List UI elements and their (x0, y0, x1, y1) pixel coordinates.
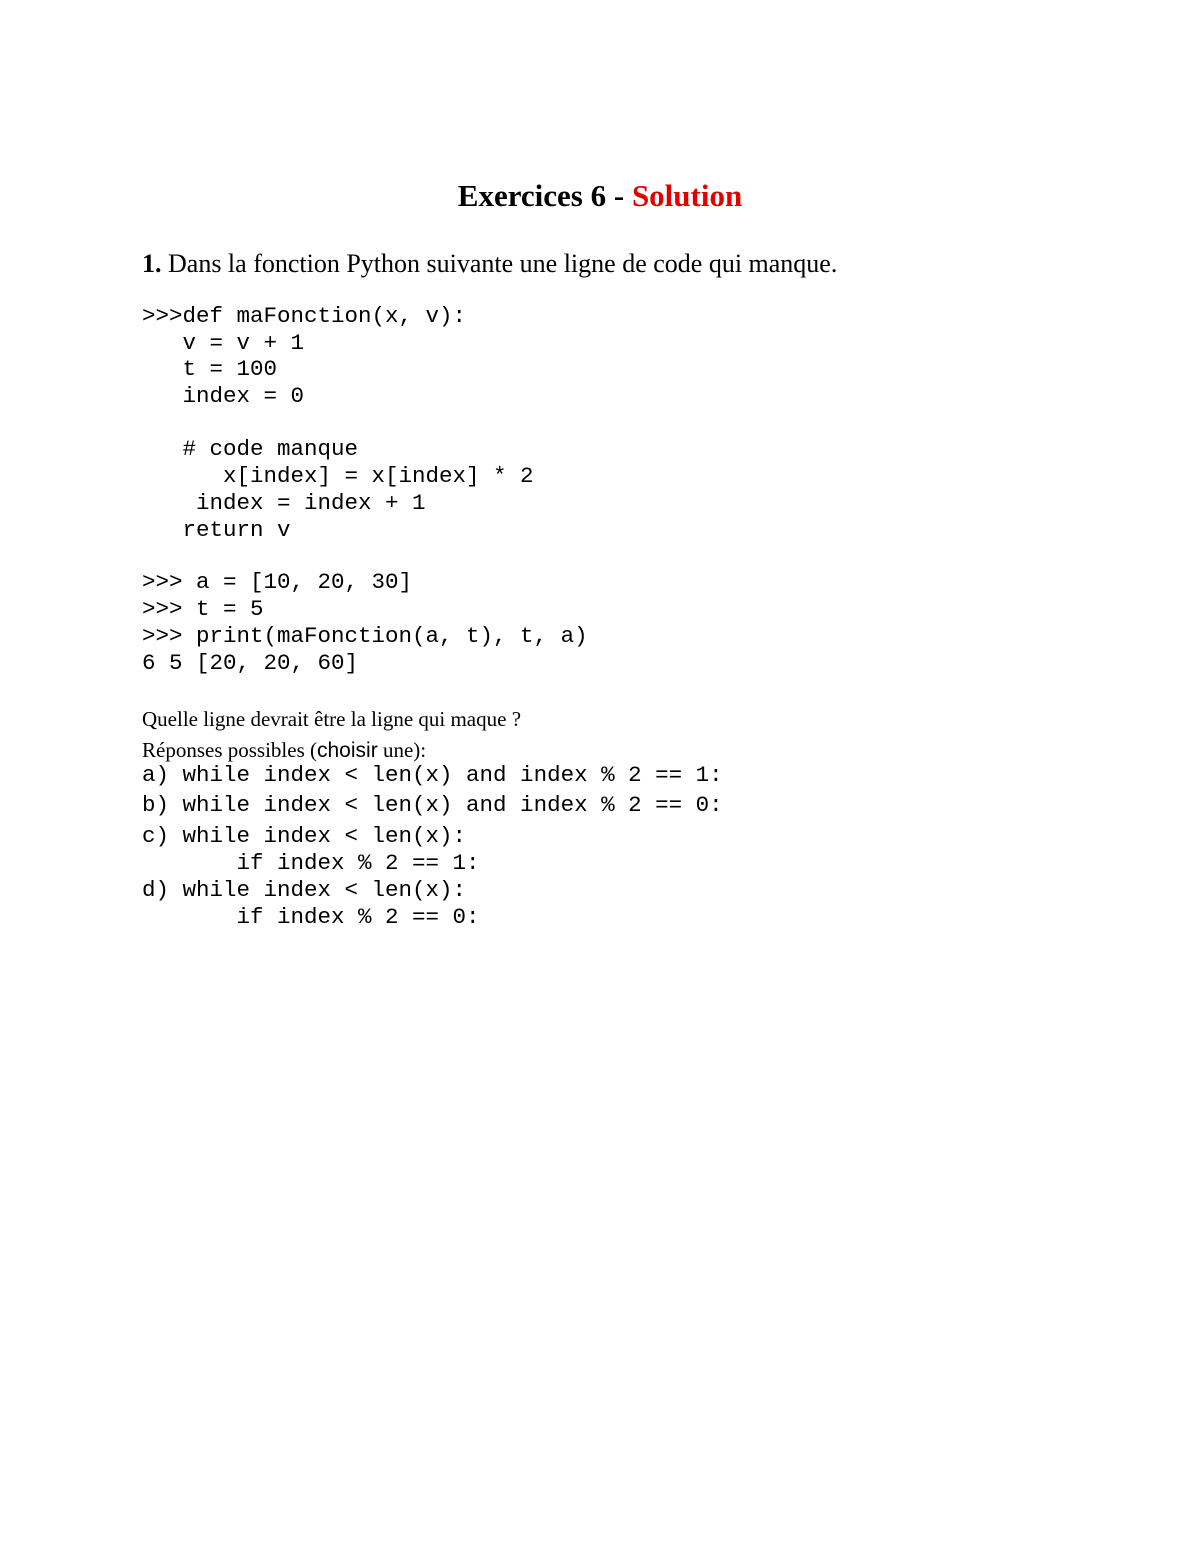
code-line: t = 100 (142, 356, 278, 382)
page-title (0, 176, 1200, 216)
code-line: >>> t = 5 (142, 596, 264, 622)
answers-intro-c: une): (377, 738, 427, 762)
code-line: index = index + 1 (142, 490, 426, 516)
code-line: v = v + 1 (142, 330, 305, 356)
code-line: 6 5 [20, 20, 60] (142, 650, 359, 676)
option-c-cont: if index % 2 == 1: (142, 850, 480, 876)
code-line: index = 0 (142, 383, 305, 409)
question-text: Dans la fonction Python suivante une ligne de code qui manque. (161, 249, 838, 278)
answers-intro-a: Réponses possibles ( (142, 738, 317, 762)
code-line: return v (142, 517, 291, 543)
title-main: Exercices 6 - (457, 178, 632, 213)
title-accent: Solution (631, 178, 743, 213)
code-line: x[index] = x[index] * 2 (142, 463, 534, 489)
option-d-cont: if index % 2 == 0: (142, 904, 480, 930)
code-line: >>> print(maFonction(a, t), t, a) (142, 623, 588, 649)
option-c: c) while index < len(x): (142, 823, 467, 849)
question-1 (142, 247, 837, 281)
answers-intro-b: choisir (317, 739, 378, 762)
code-line: >>>def maFonction(x, v): (142, 303, 467, 329)
option-b: b) while index < len(x) and index % 2 == 0: (142, 792, 723, 818)
question-number: 1. (142, 249, 162, 278)
prompt-question: Quelle ligne devrait être la ligne qui maque ? (142, 707, 522, 731)
code-line: # code manque (142, 436, 359, 462)
option-a: a) while index < len(x) and index % 2 == 1: (142, 762, 723, 788)
option-d: d) while index < len(x): (142, 877, 467, 903)
code-line: >>> a = [10, 20, 30] (142, 569, 413, 595)
